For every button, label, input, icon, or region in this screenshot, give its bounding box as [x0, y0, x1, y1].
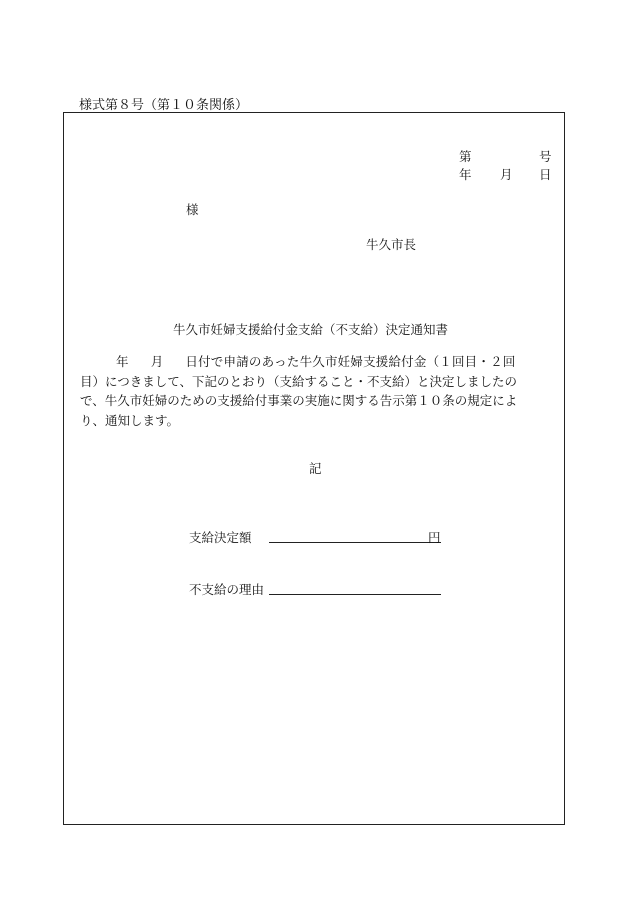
body-line4: り、通知します。 — [80, 412, 180, 428]
reason-underline — [269, 594, 441, 595]
date-day: 日 — [539, 167, 552, 182]
issuer: 牛久市長 — [366, 237, 417, 252]
body-year: 年 — [116, 354, 129, 369]
body-line2: 目）につきまして、下記のとおり（支給すること・不支給）と決定しましたの — [80, 373, 518, 389]
document-title: 牛久市妊婦支援給付金支給（不支給）決定通知書 — [173, 322, 449, 337]
amount-label: 支給決定額 — [189, 530, 252, 545]
body-line3: で、牛久市妊婦のための支援給付事業の実施に関する告示第１０条の規定によ — [80, 393, 518, 408]
addressee-suffix: 様 — [186, 202, 199, 217]
form-number-label: 様式第８号（第１０条関係） — [79, 98, 249, 113]
amount-underline — [269, 542, 441, 543]
date-year: 年 — [459, 167, 472, 182]
number-suffix: 号 — [539, 149, 552, 164]
amount-unit: 円 — [428, 530, 441, 545]
date-month: 月 — [500, 167, 513, 182]
number-prefix: 第 — [459, 149, 472, 164]
record-heading: 記 — [309, 461, 322, 476]
reason-label: 不支給の理由 — [189, 582, 265, 597]
body-line1: 日付で申請のあった牛久市妊婦支援給付金（１回目・２回 — [185, 354, 516, 369]
body-paragraph — [80, 352, 555, 430]
body-month: 月 — [150, 354, 164, 369]
